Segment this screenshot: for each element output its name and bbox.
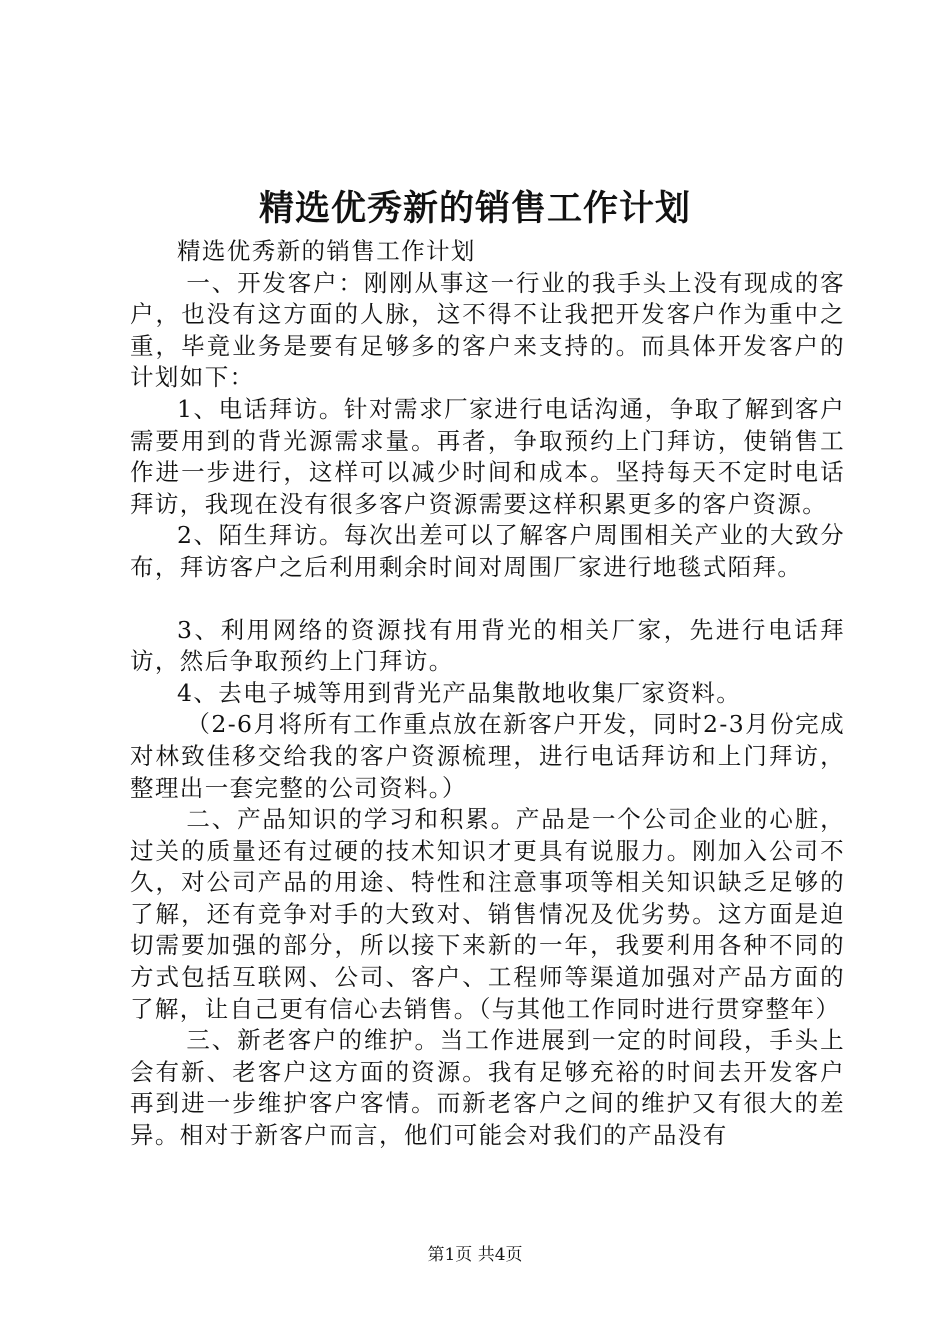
document-body <box>130 236 845 1152</box>
page-number-footer: 第1页 共4页 <box>427 1245 523 1265</box>
body-paragraph-item-2: 2、陌生拜访。每次出差可以了解客户周围相关产业的大致分布，拜访客户之后利用剩余时间对周围厂家进行地毯式陌拜。 <box>130 521 845 581</box>
document-title: 精选优秀新的销售工作计划 <box>258 188 691 229</box>
body-paragraph-subtitle: 精选优秀新的销售工作计划 <box>177 237 476 265</box>
body-paragraph-section-2: 二、产品知识的学习和积累。产品是一个公司企业的心脏，过关的质量还有过硬的技术知识才更具有说服力。刚加入公司不久，对公司产品的用途、特性和注意事项等相关知识缺乏足够的了解，还有竞争对手的大致对、销售情况及优劣势。这方面是迫切需要加强的部分，所以接下来新的一年，我要利用各种不同的方式包括互联网、公司、客户、工程师等渠道加强对产品方面的了解，让自己更有信心去销售。（与其他工作同时进行贯穿整年） <box>130 805 845 1023</box>
body-paragraph-section-1: 一、开发客户：刚刚从事这一行业的我手头上没有现成的客户，也没有这方面的人脉，这不得不让我把开发客户作为重中之重，毕竟业务是要有足够多的客户来支持的。而具体开发客户的计划如下： <box>130 268 845 392</box>
body-paragraph-item-3: 3、利用网络的资源找有用背光的相关厂家，先进行电话拜访，然后争取预约上门拜访。 <box>130 615 845 676</box>
body-paragraph-item-4: 4、去电子城等用到背光产品集散地收集厂家资料。 <box>177 678 742 707</box>
body-paragraph-section-3: 三、新老客户的维护。当工作进展到一定的时间段，手头上会有新、老客户这方面的资源。我有足够充裕的时间去开发客户再到进一步维护客户客情。而新老客户之间的维护又有很大的差异。相对于新客户而言，他们可能会对我们的产品没有 <box>130 1026 845 1150</box>
body-paragraph-item-1: 1、电话拜访。针对需求厂家进行电话沟通，争取了解到客户需要用到的背光源需求量。再者，争取预约上门拜访，使销售工作进一步进行，这样可以减少时间和成本。坚持每天不定时电话拜访，我现在没有很多客户资源需要这样积累更多的客户资源。 <box>130 394 845 518</box>
body-paragraph-note: （2-6月将所有工作重点放在新客户开发，同时2-3月份完成对林致佳移交给我的客户资源梳理，进行电话拜访和上门拜访，整理出一套完整的公司资料。） <box>130 710 845 802</box>
